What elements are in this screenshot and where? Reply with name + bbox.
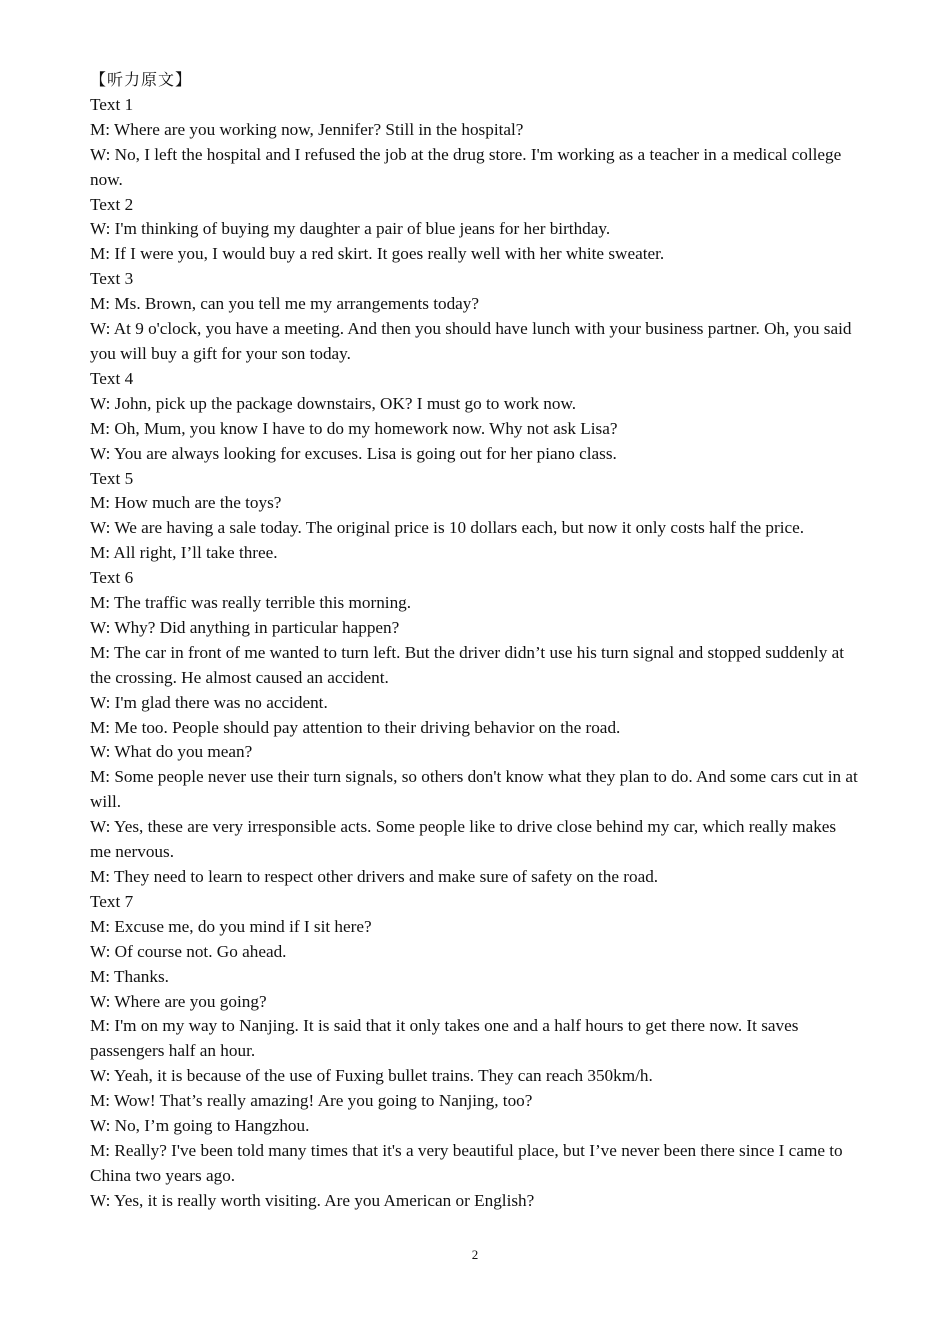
dialogue-line: W: No, I’m going to Hangzhou. — [90, 1116, 310, 1136]
page-number: 2 — [471, 1247, 479, 1262]
dialogue-line: W: You are always looking for excuses. Lisa is going out for her piano class. — [90, 443, 617, 463]
dialogue-line: W: No, I left the hospital and I refused the job at the drug store. I'm working as a teacher in a medical college now. — [90, 144, 842, 189]
dialogue-line: W: Where are you going? — [90, 991, 267, 1011]
text-1-heading: Text 1 — [90, 94, 134, 114]
dialogue-line: W: Yeah, it is because of the use of Fuxing bullet trains. They can reach 350km/h. — [90, 1066, 653, 1086]
dialogue-line: M: Excuse me, do you mind if I sit here? — [90, 916, 372, 936]
dialogue-line: M: Some people never use their turn signals, so others don't know what they plan to do. And some cars cut in at will. — [90, 767, 858, 812]
dialogue-line: W: At 9 o'clock, you have a meeting. And then you should have lunch with your business partner. Oh, you said you will buy a gift for your son today. — [90, 319, 852, 363]
dialogue-line: M: I'm on my way to Nanjing. It is said that it only takes one and a half hours to get there now. It saves passengers half an hour. — [90, 1016, 799, 1061]
dialogue-line: W: I'm glad there was no accident. — [90, 692, 328, 712]
dialogue-line: M: If I were you, I would buy a red skirt. It goes really well with her white sweater. — [90, 244, 665, 264]
section-header: 【听力原文】 — [90, 70, 193, 89]
text-5-heading: Text 5 — [90, 468, 134, 488]
dialogue-line: M: The traffic was really terrible this morning. — [90, 593, 412, 613]
dialogue-line: M: Oh, Mum, you know I have to do my homework now. Why not ask Lisa? — [90, 418, 618, 438]
dialogue-line: M: Wow! That’s really amazing! Are you going to Nanjing, too? — [90, 1091, 533, 1111]
dialogue-line: W: Yes, these are very irresponsible acts. Some people like to drive close behind my car, which really makes me nervous. — [90, 817, 837, 862]
dialogue-line: M: Where are you working now, Jennifer? Still in the hospital? — [90, 119, 524, 139]
text-7-heading: Text 7 — [90, 891, 134, 911]
dialogue-line: M: The car in front of me wanted to turn left. But the driver didn’t use his turn signal and stopped suddenly at the crossing. He almost caused an accident. — [90, 642, 845, 687]
dialogue-line: M: They need to learn to respect other drivers and make sure of safety on the road. — [90, 867, 659, 886]
dialogue-line: W: John, pick up the package downstairs, OK? I must go to work now. — [90, 393, 577, 413]
text-2-heading: Text 2 — [90, 194, 134, 214]
dialogue-line: M: How much are the toys? — [90, 493, 282, 513]
dialogue-line: W: Of course not. Go ahead. — [90, 941, 287, 961]
text-6-heading: Text 6 — [90, 568, 134, 588]
dialogue-line: M: Ms. Brown, can you tell me my arrangements today? — [90, 294, 480, 314]
dialogue-line: W: What do you mean? — [90, 742, 253, 762]
text-4-heading: Text 4 — [90, 368, 134, 388]
dialogue-line: M: Me too. People should pay attention to their driving behavior on the road. — [90, 717, 621, 737]
dialogue-line: M: Thanks. — [90, 966, 169, 986]
dialogue-line: M: All right, I’ll take three. — [90, 543, 278, 563]
dialogue-line: W: I'm thinking of buying my daughter a pair of blue jeans for her birthday. — [90, 219, 611, 239]
dialogue-line: M: Really? I've been told many times that it's a very beautiful place, but I’ve never been there since I came to China two years ago. — [90, 1140, 843, 1185]
dialogue-line: W: Why? Did anything in particular happen? — [90, 617, 400, 637]
dialogue-line: W: We are having a sale today. The original price is 10 dollars each, but now it only costs half the price. — [90, 518, 805, 538]
transcript-page — [90, 68, 860, 1214]
dialogue-line: W: Yes, it is really worth visiting. Are you American or English? — [90, 1190, 535, 1210]
text-3-heading: Text 3 — [90, 269, 134, 289]
